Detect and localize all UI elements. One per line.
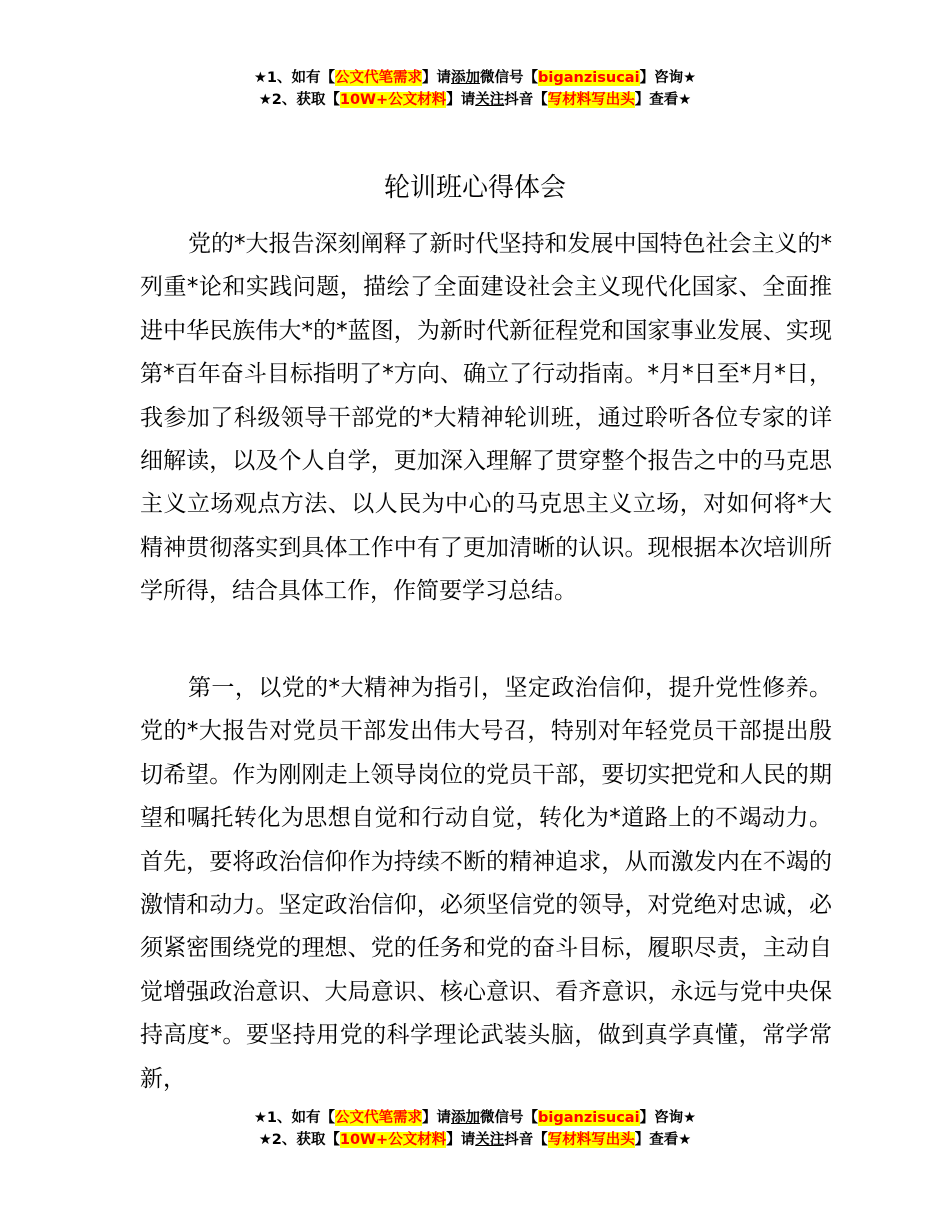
body-paragraph-2: 第一，以党的*大精神为指引，坚定政治信仰，提升党性修养。党的*大报告对党员干部发出伟大号召，特别对年轻党员干部提出殷切希望。作为刚刚走上领导岗位的党员干部，要切实把党和人民的期望和嘱托转化为思想自觉和行动自觉，转化为*道路上的不竭动力。首先，要将政治信仰作为持续不断的精神追求，从而激发内在不竭的激情和动力。坚定政治信仰，必须坚信党的领导，对党绝对忠诚，必须紧密围绕党的理想、党的任务和党的奋斗目标，履职尽责，主动自觉增强政治意识、大局意识、核心意识、看齐意识，永远与党中央保持高度*。要坚持用党的科学理论武装头脑，做到真学真懂，常学常新， [140, 675, 832, 1092]
footer-line-2-highlight-douyin: 写材料写出头 [547, 1132, 635, 1148]
footer-line-1-suffix: 】咨询★ [639, 1110, 697, 1126]
footer-banner [0, 1107, 950, 1151]
footer-line-1-middle-b: 微信号【 [480, 1110, 539, 1126]
footer-line-2-middle-b: 抖音【 [504, 1132, 548, 1148]
footer-line-2-suffix: 】查看★ [634, 1132, 692, 1148]
footer-line-1-emph: 添加 [451, 1110, 481, 1126]
banner-line-1-middle-a: 】请 [422, 70, 452, 86]
footer-line-1-prefix: ★1、如有【 [253, 1110, 336, 1126]
banner-line-2-prefix: ★2、获取【 [258, 92, 340, 108]
banner-line-2-highlight-materials: 10W+公文材料 [339, 92, 447, 108]
banner-line-2-highlight-douyin: 写材料写出头 [547, 92, 635, 108]
banner-line-2-middle-b: 抖音【 [504, 92, 548, 108]
banner-line-2-emph: 关注 [475, 92, 505, 108]
banner-line-1-highlight-service: 公文代笔需求 [335, 70, 423, 86]
banner-line-2-middle-a: 】请 [446, 92, 476, 108]
footer-line-1-middle-a: 】请 [422, 1110, 452, 1126]
banner-line-1-emph: 添加 [451, 70, 481, 86]
banner-line-1 [0, 67, 950, 89]
footer-line-1-highlight-service: 公文代笔需求 [335, 1110, 423, 1126]
banner-line-2-suffix: 】查看★ [634, 92, 692, 108]
body-paragraph-1: 党的*大报告深刻阐释了新时代坚持和发展中国特色社会主义的*列重*论和实践问题，描绘了全面建设社会主义现代化国家、全面推进中华民族伟大*的*蓝图，为新时代新征程党和国家事业发展、实现第*百年奋斗目标指明了*方向、确立了行动指南。*月*日至*月*日，我参加了科级领导干部党的*大精神轮训班，通过聆听各位专家的详细解读，以及个人自学，更加深入理解了贯穿整个报告之中的马克思主义立场观点方法、以人民为中心的马克思主义立场，对如何将*大精神贯彻落实到具体工作中有了更加清晰的认识。现根据本次培训所学所得，结合具体工作，作简要学习总结。 [140, 231, 832, 605]
banner-line-1-highlight-wechat: biganzisucai [538, 70, 640, 86]
header-banner [0, 67, 950, 111]
document-title: 轮训班心得体会 [383, 173, 566, 203]
footer-line-2-emph: 关注 [475, 1132, 505, 1148]
banner-line-2 [0, 89, 950, 111]
footer-line-2-highlight-materials: 10W+公文材料 [339, 1132, 447, 1148]
banner-line-1-prefix: ★1、如有【 [253, 70, 336, 86]
footer-banner-line-2 [0, 1129, 950, 1151]
banner-line-1-middle-b: 微信号【 [480, 70, 539, 86]
banner-line-1-suffix: 】咨询★ [639, 70, 697, 86]
footer-banner-line-1 [0, 1107, 950, 1129]
footer-line-2-prefix: ★2、获取【 [258, 1132, 340, 1148]
footer-line-1-highlight-wechat: biganzisucai [538, 1110, 640, 1126]
footer-line-2-middle-a: 】请 [446, 1132, 476, 1148]
